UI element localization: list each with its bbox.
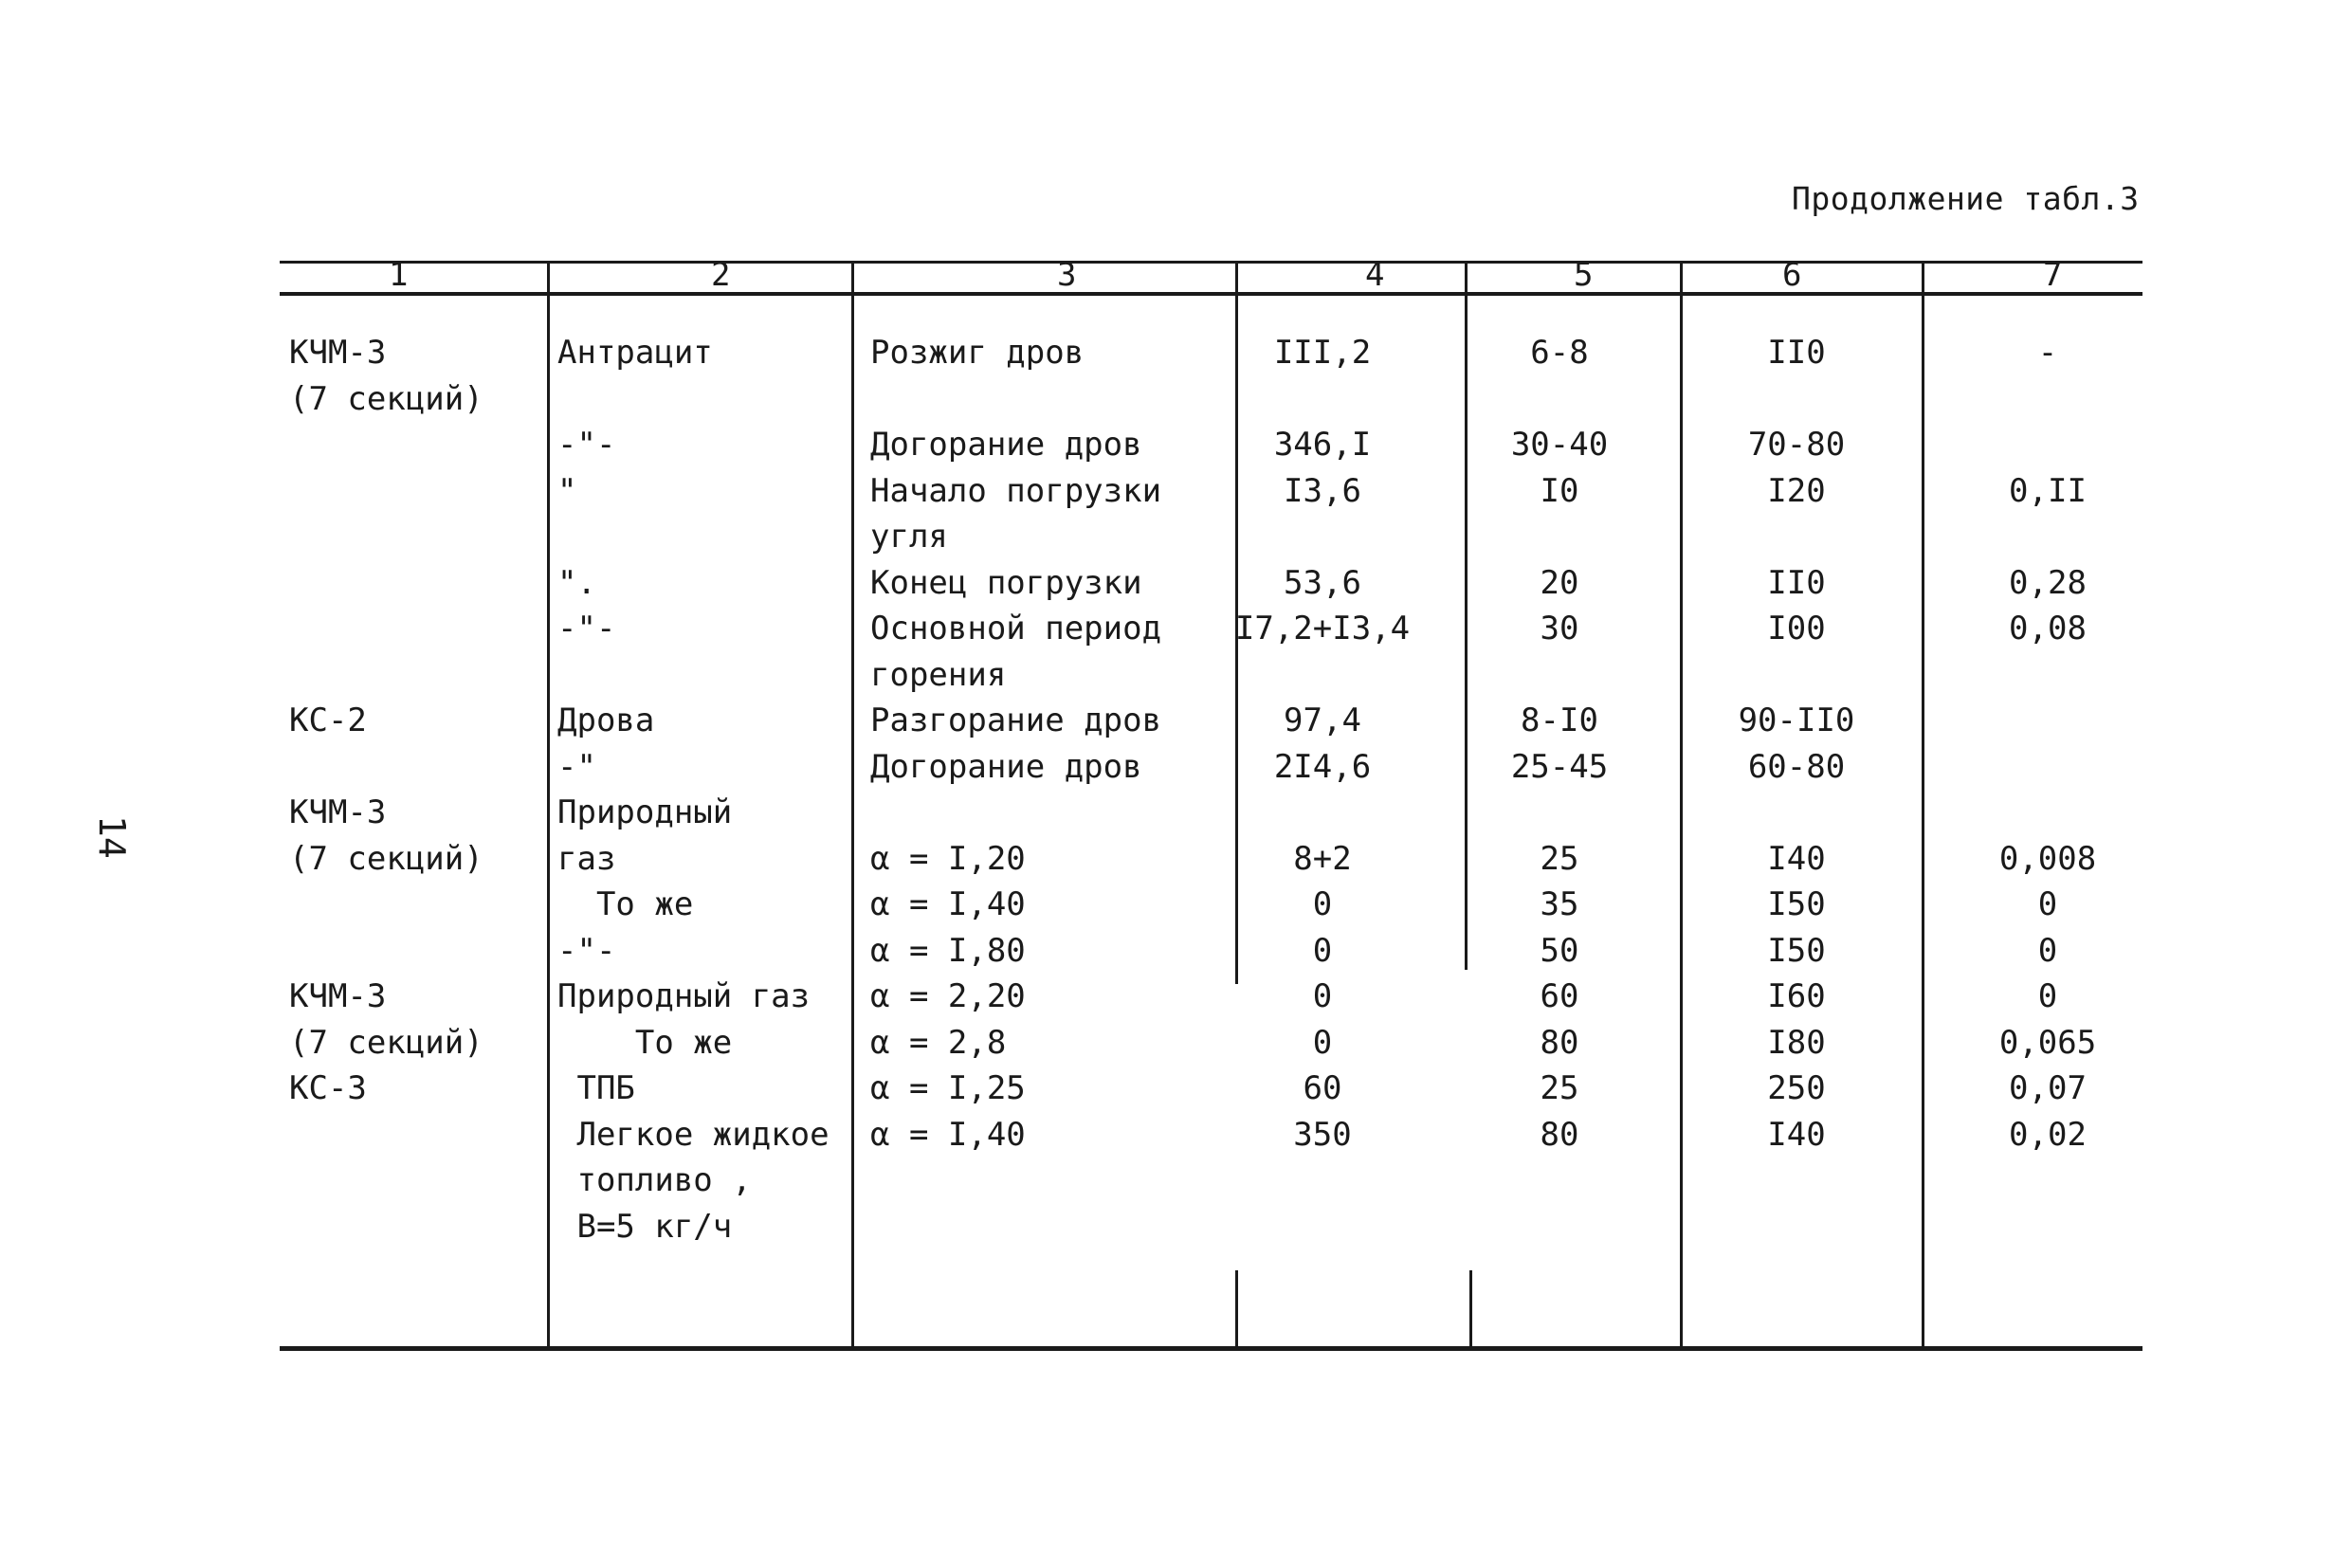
table-cell-c1: (7 секций): [289, 379, 483, 418]
table-cell-c7: 0,02: [2009, 1115, 2087, 1154]
table-cell-c6: I20: [1767, 471, 1826, 510]
table-cell-c2: То же: [557, 1023, 733, 1062]
table-cell-c2: То же: [557, 885, 694, 923]
table-cell-c1: (7 секций): [289, 839, 483, 878]
table-cell-c7: 0: [2037, 885, 2058, 923]
table-cell-c7: 0,065: [1998, 1023, 2097, 1062]
table-cell-c4: 0: [1312, 885, 1333, 923]
table-cell-c2: топливо ,: [557, 1161, 752, 1199]
table-cell-c6: 60-80: [1747, 747, 1846, 786]
column-header-7: 7: [2043, 256, 2063, 294]
table-cell-c4: 0: [1312, 1023, 1333, 1062]
table-cell-c1: КС-2: [289, 702, 367, 739]
table-cell-c2: ".: [557, 563, 596, 602]
column-header-4: 4: [1365, 256, 1385, 294]
column-divider: [1922, 264, 1924, 1346]
column-divider: [851, 264, 854, 1346]
table-top-rule: [280, 261, 2142, 264]
column-header-2: 2: [711, 256, 731, 294]
table-cell-c2: В=5 кг/ч: [557, 1207, 733, 1246]
table-cell-c4: 60: [1303, 1069, 1342, 1107]
table-cell-c2: ТПБ: [557, 1069, 635, 1107]
table-cell-c5: 25: [1540, 1069, 1579, 1107]
table-cell-c6: II0: [1767, 334, 1826, 372]
table-cell-c4: 0: [1312, 931, 1333, 970]
table-cell-c5: 25-45: [1510, 747, 1609, 786]
table-cell-c3: Начало погрузки: [870, 471, 1162, 510]
table-caption: Продолжение табл.3: [1792, 180, 2140, 217]
table-cell-c4: III,2: [1273, 334, 1372, 372]
table-cell-c6: I50: [1767, 931, 1826, 970]
table-cell-c1: (7 секций): [289, 1023, 483, 1062]
table-cell-c6: II0: [1767, 563, 1826, 602]
table-cell-c6: I80: [1767, 1023, 1826, 1062]
table-cell-c3: α = I,40: [870, 885, 1026, 923]
table-cell-c3: угля: [870, 518, 948, 556]
table-cell-c1: КЧМ-3: [289, 793, 387, 831]
table-cell-c3: α = I,20: [870, 839, 1026, 878]
table-cell-c6: 250: [1767, 1069, 1826, 1107]
table-cell-c1: КЧМ-3: [289, 977, 387, 1015]
table-cell-c1: КЧМ-3: [289, 334, 387, 372]
table-cell-c4: 8+2: [1293, 839, 1352, 878]
table-cell-c4: 350: [1293, 1115, 1352, 1154]
table-cell-c5: 50: [1540, 931, 1579, 970]
table-cell-c5: 80: [1540, 1023, 1579, 1062]
table-cell-c7: 0,07: [2009, 1069, 2087, 1107]
column-divider: [1469, 1270, 1472, 1346]
table-cell-c5: 6-8: [1530, 334, 1589, 372]
table-cell-c4: 346,I: [1273, 426, 1372, 464]
table-cell-c2: Антрацит: [557, 334, 713, 372]
table-cell-c5: I0: [1540, 471, 1579, 510]
table-cell-c6: I00: [1767, 610, 1826, 647]
table-cell-c2: Природный: [557, 793, 733, 831]
table-cell-c2: -": [557, 747, 596, 786]
table-cell-c4: 53,6: [1284, 563, 1361, 602]
table-cell-c3: α = I,25: [870, 1069, 1026, 1107]
table-cell-c3: Догорание дров: [870, 747, 1142, 786]
table-cell-c3: горения: [870, 655, 1007, 694]
page-number: 14: [91, 815, 133, 859]
table-cell-c2: газ: [557, 839, 616, 878]
table-cell-c5: 60: [1540, 977, 1579, 1015]
table-cell-c3: Конец погрузки: [870, 563, 1142, 602]
table-cell-c2: Дрова: [557, 702, 655, 739]
table-cell-c7: 0,008: [1998, 839, 2097, 878]
column-divider: [1235, 1270, 1238, 1346]
column-header-3: 3: [1057, 256, 1077, 294]
column-header-5: 5: [1574, 256, 1594, 294]
table-cell-c4: 0: [1312, 977, 1333, 1015]
table-cell-c3: Догорание дров: [870, 426, 1142, 464]
table-cell-c5: 20: [1540, 563, 1579, 602]
table-cell-c2: -"-: [557, 610, 616, 647]
table-cell-c6: 70-80: [1747, 426, 1846, 464]
table-cell-c2: Природный газ: [557, 977, 811, 1015]
table-bottom-rule: [280, 1346, 2142, 1351]
table-cell-c3: Розжиг дров: [870, 334, 1085, 372]
table-cell-c3: α = 2,20: [870, 977, 1026, 1015]
table-cell-c4: I3,6: [1284, 471, 1361, 510]
table-cell-c2: -"-: [557, 931, 616, 970]
column-divider: [547, 264, 550, 1346]
table-cell-c5: 8-I0: [1521, 702, 1598, 739]
table-cell-c7: -: [2037, 334, 2058, 372]
table-cell-c2: Легкое жидкое: [557, 1115, 830, 1154]
table-cell-c3: α = 2,8: [870, 1023, 1007, 1062]
table-cell-c2: -"-: [557, 426, 616, 464]
column-divider: [1680, 264, 1683, 1346]
column-header-1: 1: [389, 256, 409, 294]
table-cell-c6: I40: [1767, 1115, 1826, 1154]
table-cell-c6: I60: [1767, 977, 1826, 1015]
table-cell-c4: I7,2+I3,4: [1234, 610, 1411, 647]
table-cell-c5: 35: [1540, 885, 1579, 923]
table-cell-c5: 30-40: [1510, 426, 1609, 464]
table-cell-c1: КС-3: [289, 1069, 367, 1107]
table-cell-c6: I40: [1767, 839, 1826, 878]
table-cell-c2: ": [557, 471, 577, 510]
table-cell-c3: α = I,40: [870, 1115, 1026, 1154]
table-cell-c6: I50: [1767, 885, 1826, 923]
table-cell-c4: 97,4: [1284, 702, 1361, 739]
table-cell-c7: 0,28: [2009, 563, 2087, 602]
table-cell-c4: 2I4,6: [1273, 747, 1372, 786]
table-cell-c3: Основной период: [870, 610, 1162, 647]
table-cell-c6: 90-II0: [1738, 702, 1855, 739]
table-cell-c7: 0,08: [2009, 610, 2087, 647]
table-cell-c5: 80: [1540, 1115, 1579, 1154]
header-bottom-rule: [280, 292, 2142, 296]
column-divider: [1465, 264, 1468, 970]
column-header-6: 6: [1782, 256, 1802, 294]
table-cell-c7: 0: [2037, 977, 2058, 1015]
table-cell-c5: 30: [1540, 610, 1579, 647]
table-cell-c3: Разгорание дров: [870, 702, 1162, 739]
table-cell-c7: 0: [2037, 931, 2058, 970]
table-cell-c3: α = I,80: [870, 931, 1026, 970]
table-cell-c5: 25: [1540, 839, 1579, 878]
table-cell-c7: 0,II: [2009, 471, 2087, 510]
